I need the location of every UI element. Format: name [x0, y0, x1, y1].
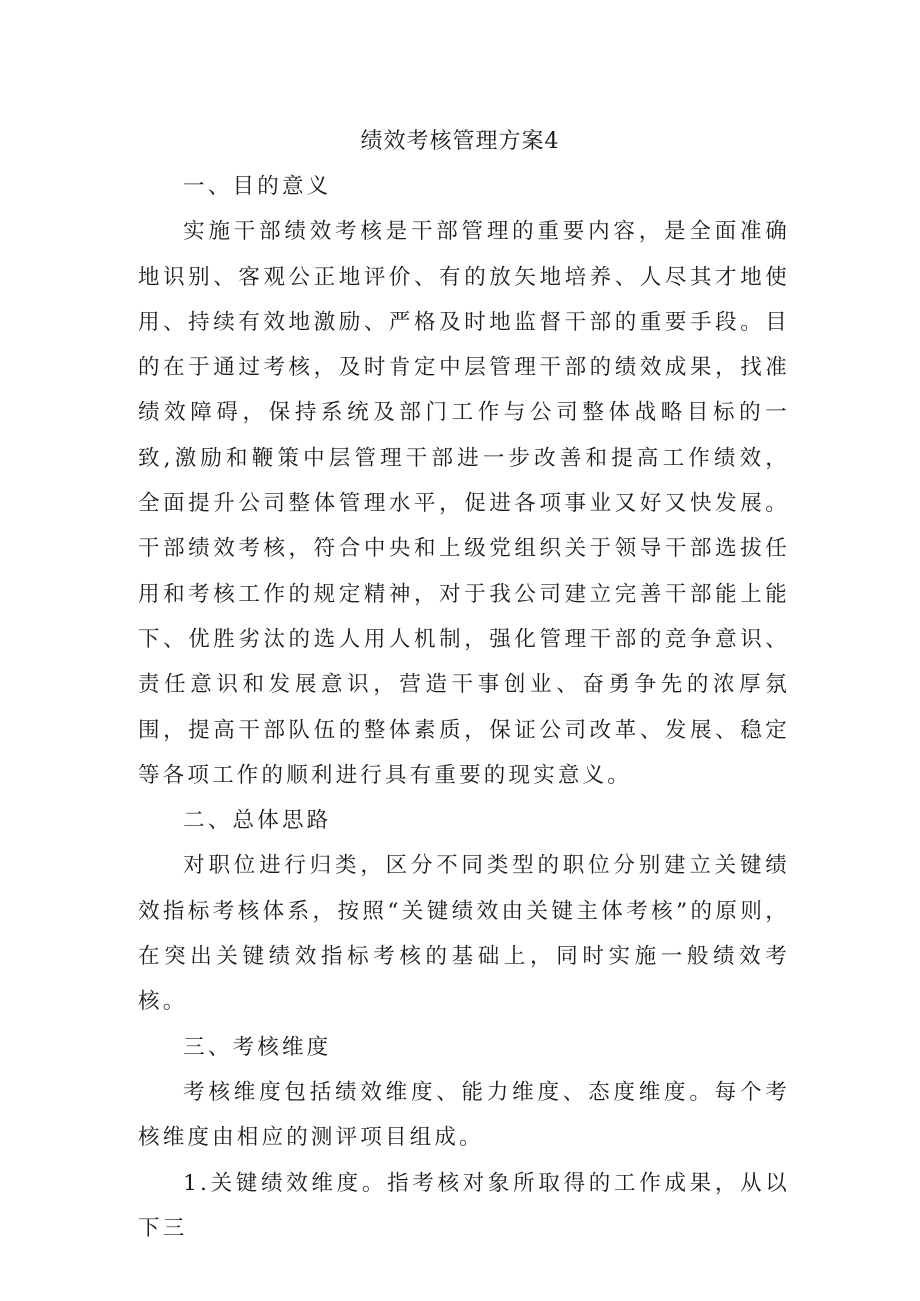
section-heading-dimensions: 三、考核维度	[183, 1034, 332, 1060]
section-heading-approach: 二、总体思路	[183, 808, 332, 834]
paragraph-purpose: 实施干部绩效考核是干部管理的重要内容，是全面准确地识别、客观公正地评价、有的放矢地培养、人尽其才地使用、持续有效地激励、严格及时地监督干部的重要手段。目的在于通过考核，及时肯定中层管理干部的绩效成果，找准绩效障碍，保持系统及部门工作与公司整体战略目标的一致,激励和鞭策中层管理干部进一步改善和提高工作绩效，全面提升公司整体管理水平，促进各项事业又好又快发展。干部绩效考核，符合中央和上级党组织关于领导干部选拔任用和考核工作的规定精神，对于我公司建立完善干部能上能下、优胜劣汰的选人用人机制，强化管理干部的竞争意识、责任意识和发展意识，营造干事创业、奋勇争先的浓厚氛围，提高干部队伍的整体素质，保证公司改革、发展、稳定等各项工作的顺利进行具有重要的现实意义。	[138, 219, 790, 788]
paragraph-approach: 对职位进行归类，区分不同类型的职位分别建立关键绩效指标考核体系，按照“关键绩效由关键主体考核”的原则，在突出关键绩效指标考核的基础上，同时实施一般绩效考核。	[138, 853, 790, 1015]
document-title: 绩效考核管理方案4	[360, 129, 560, 154]
document-body	[138, 164, 790, 1251]
paragraph-key-performance: 1.关键绩效维度。指考核对象所取得的工作成果，从以下三	[138, 1170, 790, 1241]
paragraph-dimensions: 考核维度包括绩效维度、能力维度、态度维度。每个考核维度由相应的测评项目组成。	[138, 1079, 790, 1151]
section-heading-purpose: 一、目的意义	[183, 174, 332, 199]
